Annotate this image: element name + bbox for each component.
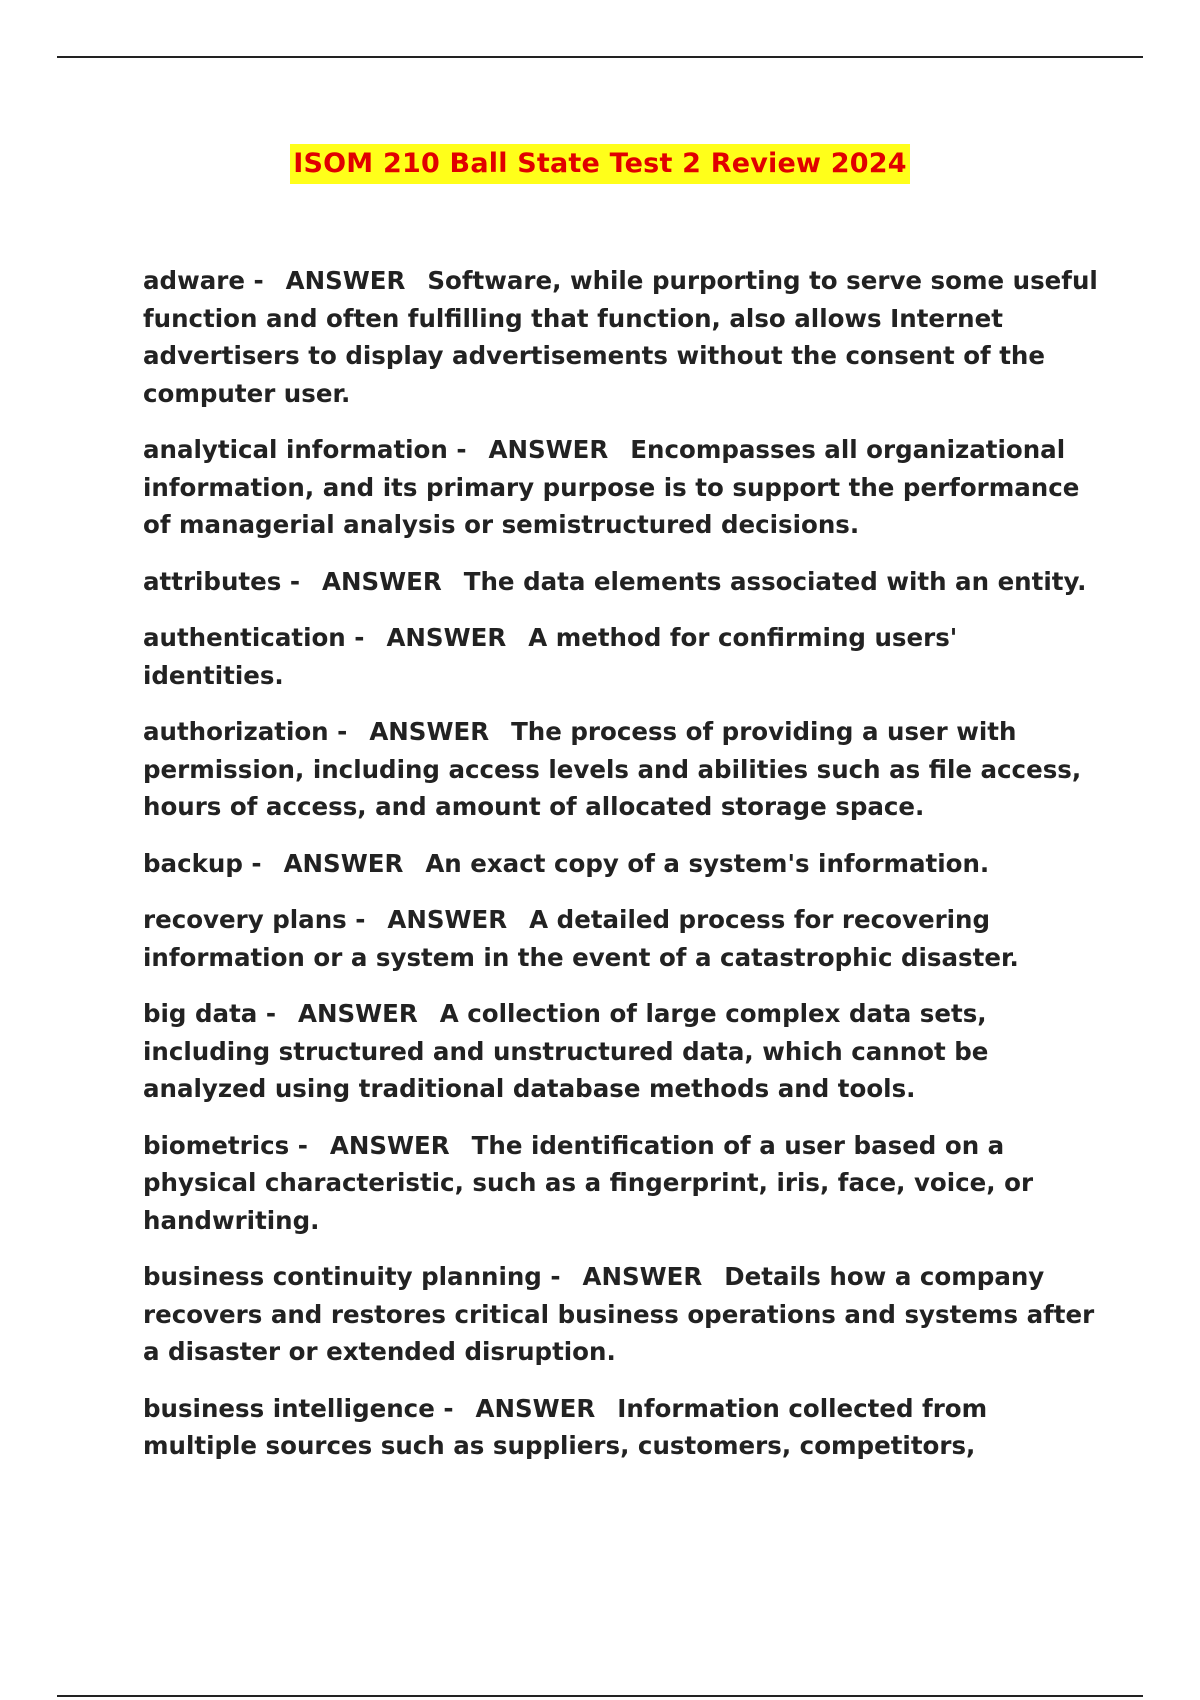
entry-definition: Details how a company recovers and restores critical business operations and systems after a disaster or extended disruption.	[143, 1262, 1095, 1366]
answer-label: ANSWER	[369, 717, 490, 746]
entry-definition: A detailed process for recovering information or a system in the event of a catastrophic disaster.	[143, 905, 1019, 972]
entry-separator: -	[253, 266, 264, 295]
glossary-entry	[143, 845, 1103, 883]
entry-definition: The process of providing a user with permission, including access levels and abilities such as file access, hours of access, and amount of allocated storage space.	[143, 717, 1082, 821]
glossary-entry	[143, 1390, 1103, 1465]
answer-label: ANSWER	[298, 999, 418, 1028]
entry-separator: -	[550, 1262, 561, 1291]
title-container	[0, 144, 1200, 184]
entry-term: business intelligence	[143, 1393, 435, 1423]
glossary-entry	[143, 563, 1103, 601]
entry-term: attributes	[143, 566, 282, 596]
entry-separator: -	[251, 848, 262, 878]
document-title: ISOM 210 Ball State Test 2 Review 2024	[290, 144, 909, 184]
glossary-entry	[143, 713, 1103, 826]
entry-separator: -	[443, 1393, 454, 1423]
entry-definition: The identification of a user based on a physical characteristic, such as a fingerprint, iris, face, voice, or handwriting.	[143, 1130, 1034, 1235]
entry-definition: An exact copy of a system's information.	[425, 848, 990, 878]
answer-label: ANSWER	[283, 848, 404, 878]
answer-label: ANSWER	[322, 566, 442, 596]
entry-separator: -	[297, 1130, 308, 1160]
entry-term: recovery plans	[143, 905, 347, 934]
entry-separator: -	[337, 717, 348, 746]
answer-label: ANSWER	[582, 1262, 703, 1291]
entry-term: analytical information	[143, 435, 448, 464]
entry-separator: -	[354, 623, 365, 652]
entry-term: authentication	[143, 623, 346, 652]
glossary-list	[143, 262, 1103, 1484]
answer-label: ANSWER	[386, 623, 507, 652]
glossary-entry	[143, 262, 1103, 412]
entry-definition: A collection of large complex data sets, including structured and unstructured data, which cannot be analyzed using traditional database methods and tools.	[143, 999, 989, 1103]
entry-separator: -	[289, 566, 301, 596]
bottom-rule	[57, 1695, 1143, 1697]
entry-term: biometrics	[143, 1130, 290, 1160]
answer-label: ANSWER	[285, 266, 406, 295]
entry-separator: -	[355, 905, 366, 934]
glossary-entry	[143, 431, 1103, 544]
answer-label: ANSWER	[488, 435, 609, 464]
answer-label: ANSWER	[475, 1393, 596, 1423]
entry-definition: The data elements associated with an entity.	[463, 566, 1087, 596]
entry-term: adware	[143, 266, 245, 295]
entry-definition: A method for confirming users' identities.	[143, 623, 958, 690]
glossary-entry	[143, 995, 1103, 1108]
entry-definition: Information collected from multiple sources such as suppliers, customers, competitors,	[143, 1393, 988, 1460]
glossary-entry	[143, 1258, 1103, 1371]
entry-term: business continuity planning	[143, 1262, 542, 1291]
entry-separator: -	[456, 435, 467, 464]
answer-label: ANSWER	[387, 905, 508, 934]
entry-term: big data	[143, 999, 258, 1028]
entry-definition: Software, while purporting to serve some useful function and often fulfilling that function, also allows Internet advertisers to display advertisements without the consent of the computer user.	[143, 266, 1098, 408]
entry-term: authorization	[143, 717, 329, 746]
entry-term: backup	[143, 848, 243, 878]
answer-label: ANSWER	[329, 1130, 450, 1160]
glossary-entry	[143, 619, 1103, 694]
glossary-entry	[143, 901, 1103, 976]
entry-separator: -	[265, 999, 277, 1028]
glossary-entry	[143, 1127, 1103, 1240]
top-rule	[57, 56, 1143, 58]
entry-definition: Encompasses all organizational information, and its primary purpose is to support the performance of managerial analysis or semistructured decisions.	[143, 435, 1080, 539]
